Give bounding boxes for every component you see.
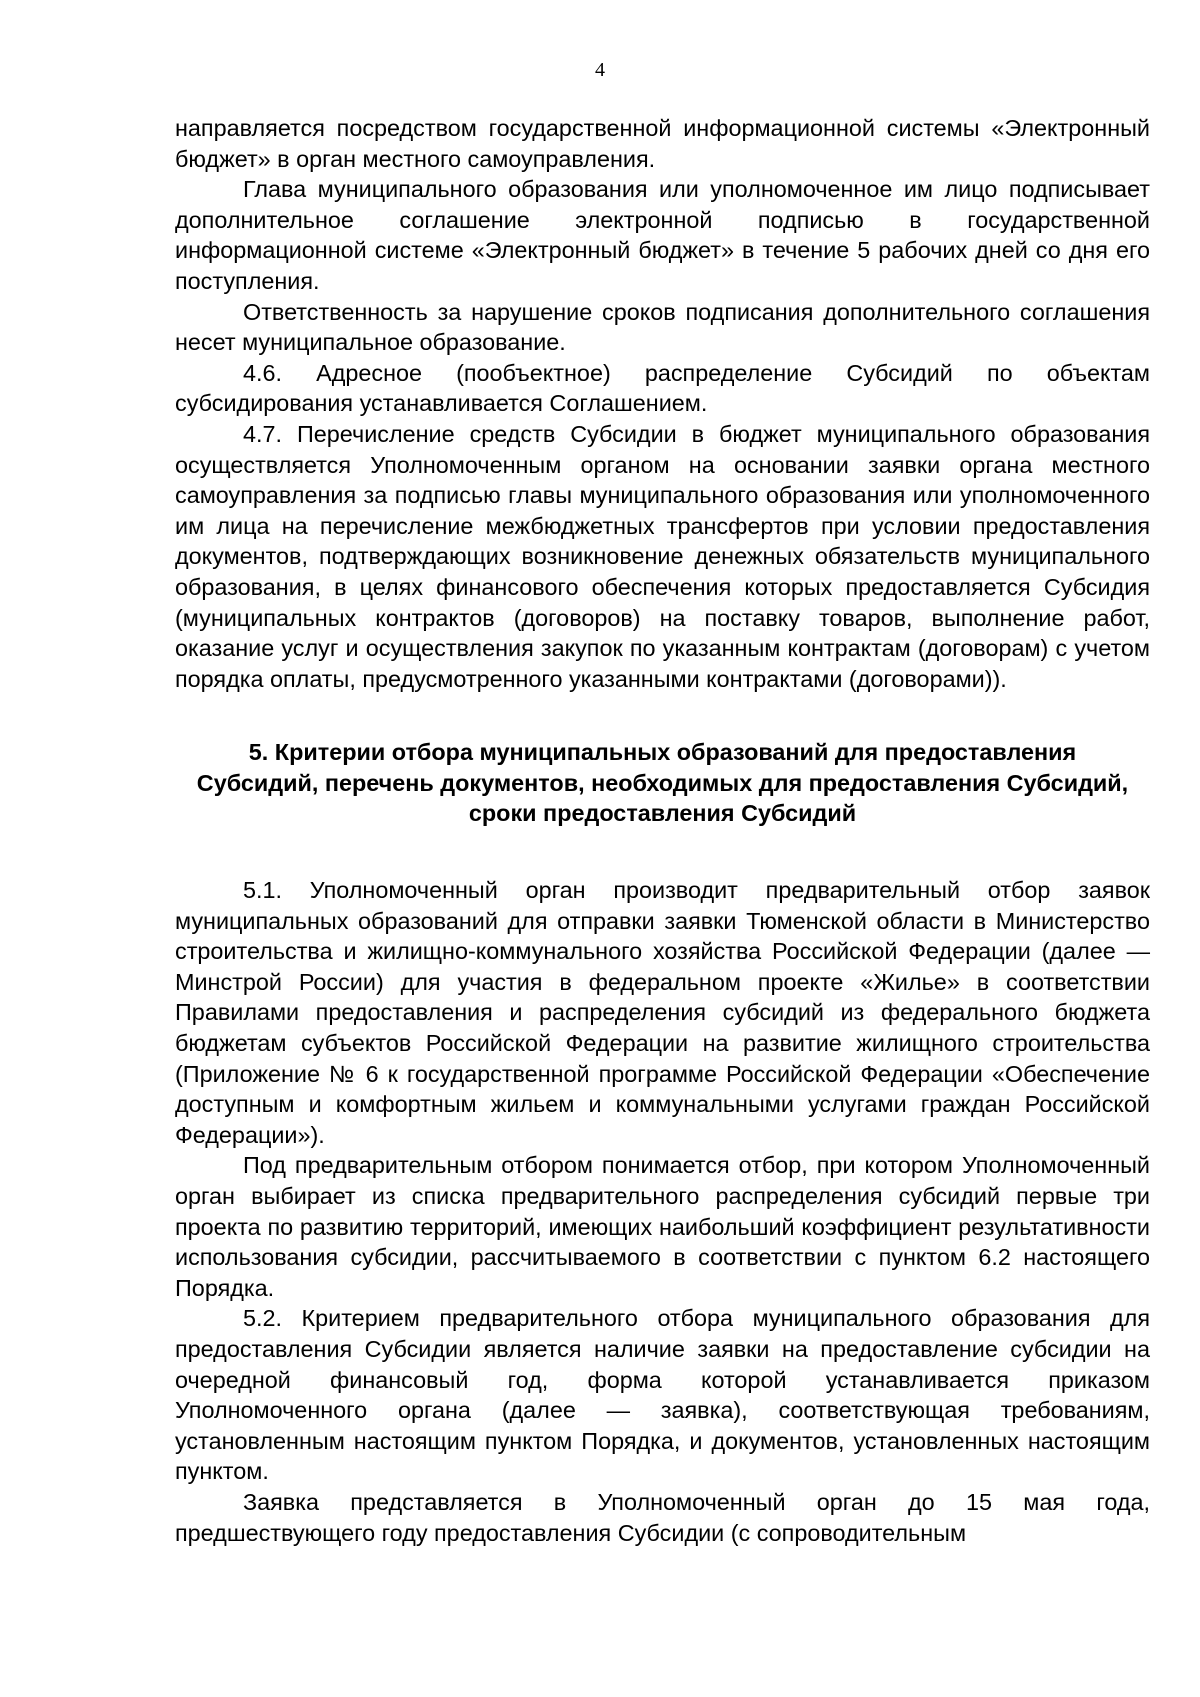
document-body [175,113,1150,1548]
paragraph-application-deadline: Заявка представляется в Уполномоченный орган до 15 мая года, предшествующего году предоставления Субсидии (с сопроводительным [175,1488,1150,1546]
section-heading: 5. Критерии отбора муниципальных образований для предоставления Субсидий, перечень документов, необходимых для предоставления Субсидий, сроки предоставления Субсидий [196,739,1129,827]
page-number: 4 [595,59,605,81]
paragraph-5-1: 5.1. Уполномоченный орган производит предварительный отбор заявок муниципальных образований для отправки заявки Тюменской области в Министерство строительства и жилищно-коммунального хозяйства Российской Федерации (далее — Минстрой России) для участия в федеральном проекте «Жилье» в соответствии Правилами предоставления и распределения субсидий из федерального бюджета бюджетам субъектов Российской Федерации на развитие жилищного строительства (Приложение № 6 к государственной программе Российской Федерации «Обеспечение доступным и комфортным жильем и коммунальными услугами граждан Российской Федерации»). [175,877,1150,1148]
paragraph-responsibility: Ответственность за нарушение сроков подписания дополнительного соглашения несет муниципальное образование. [175,298,1150,356]
paragraph-4-7: 4.7. Перечисление средств Субсидии в бюджет муниципального образования осуществляется Уполномоченным органом на основании заявки органа местного самоуправления за подписью главы муниципального образования или уполномоченного им лица на перечисление межбюджетных трансфертов при условии предоставления документов, подтверждающих возникновение денежных обязательств муниципального образования, в целях финансового обеспечения которых предоставляется Субсидия (муниципальных контрактов (договоров) на поставку товаров, выполнение работ, оказание услуг и осуществления закупок по указанным контрактам (договорам) с учетом порядка оплаты, предусмотренного указанными контрактами (договорами)). [175,420,1150,692]
paragraph-preliminary-selection: Под предварительным отбором понимается отбор, при котором Уполномоченный орган выбирает из списка предварительного распределения субсидий первые три проекта по развитию территорий, имеющих наибольший коэффициент результативности использования субсидии, рассчитываемого в соответствии с пунктом 6.2 настоящего Порядка. [175,1152,1150,1301]
paragraph-5-2: 5.2. Критерием предварительного отбора муниципального образования для предоставления Субсидии является наличие заявки на предоставление субсидии на очередной финансовый год, форма которой устанавливается приказом Уполномоченного органа (далее — заявка), соответствующая требованиям, установленным настоящим пунктом Порядка, и документов, установленных настоящим пунктом. [175,1305,1150,1485]
paragraph-4-6: 4.6. Адресное (пообъектное) распределение Субсидий по объектам субсидирования устанавливается Соглашением. [175,359,1150,417]
paragraph-continuation: направляется посредством государственной информационной системы «Электронный бюджет» в орган местного самоуправления. [175,115,1150,172]
paragraph-signing: Глава муниципального образования или уполномоченное им лицо подписывает дополнительное соглашение электронной подписью в государственной информационной системе «Электронный бюджет» в течение 5 рабочих дней со дня его поступления. [175,176,1150,294]
